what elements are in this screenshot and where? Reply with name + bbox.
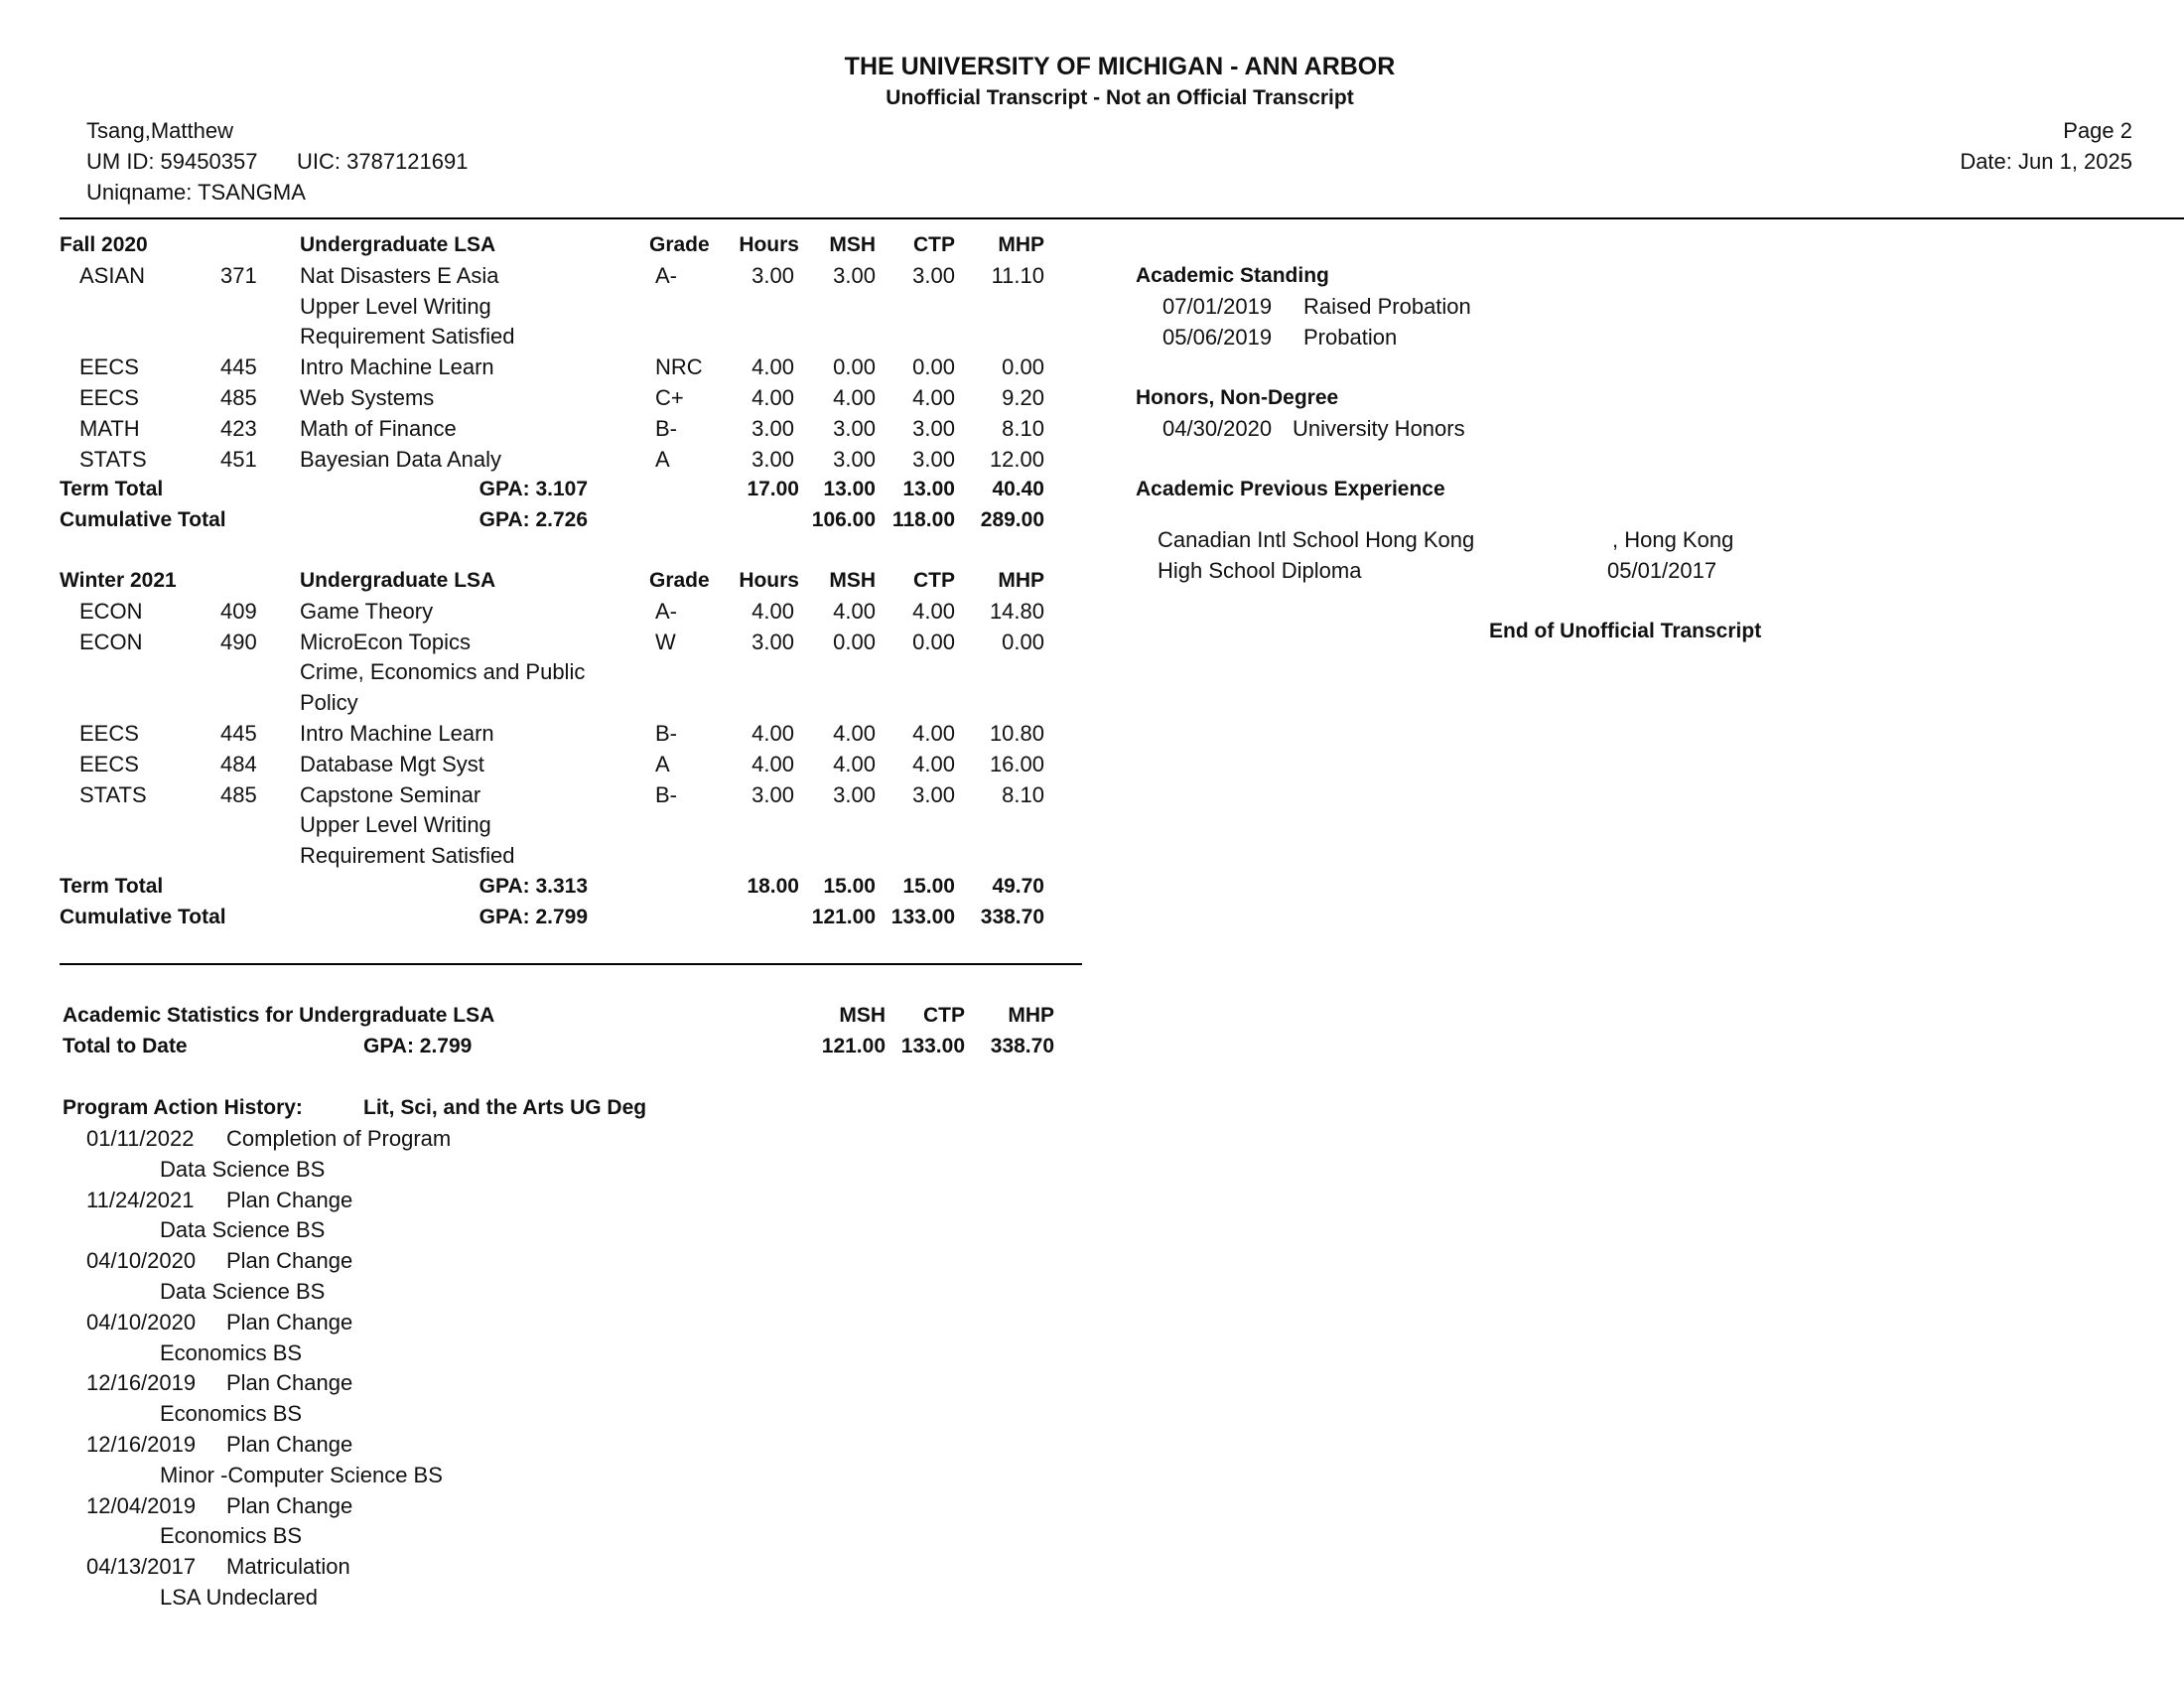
history-action: Plan Change (226, 1310, 353, 1335)
term-total-hours: 18.00 (747, 875, 799, 898)
statistics-mhp: 338.70 (990, 1035, 1054, 1057)
history-action: Plan Change (226, 1432, 353, 1457)
course-mhp: 10.80 (989, 721, 1044, 746)
course-ctp: 3.00 (912, 416, 955, 441)
course-ctp: 4.00 (912, 752, 955, 776)
term-name: Winter 2021 (60, 569, 177, 592)
course-note: Crime, Economics and Public (300, 659, 586, 684)
course-grade: A- (655, 263, 677, 288)
university-title: THE UNIVERSITY OF MICHIGAN - ANN ARBOR (844, 53, 1396, 80)
course-mhp: 0.00 (1002, 354, 1044, 379)
program-history-label: Program Action History: (63, 1096, 303, 1119)
course-ctp: 4.00 (912, 721, 955, 746)
course-ctp: 3.00 (912, 263, 955, 288)
course-hours: 3.00 (751, 416, 794, 441)
course-number: 445 (220, 354, 257, 379)
term-total-mhp: 40.40 (992, 478, 1044, 500)
course-mhp: 8.10 (1002, 416, 1044, 441)
standing-status: Probation (1303, 325, 1398, 350)
column-header-hours: Hours (739, 569, 799, 592)
history-date: 04/10/2020 (86, 1248, 197, 1273)
course-title: Database Mgt Syst (300, 752, 484, 776)
history-date: 04/10/2020 (86, 1310, 197, 1335)
course-msh: 4.00 (833, 385, 876, 410)
course-number: 485 (220, 385, 257, 410)
uniqname: Uniqname: TSANGMA (86, 180, 306, 205)
course-ctp: 4.00 (912, 385, 955, 410)
term-total-ctp: 13.00 (902, 478, 955, 500)
course-grade: C+ (655, 385, 684, 410)
course-grade: B- (655, 721, 677, 746)
history-date: 11/24/2021 (86, 1188, 195, 1212)
history-plan: Data Science BS (160, 1279, 326, 1304)
course-ctp: 0.00 (912, 630, 955, 654)
course-subject: ECON (79, 599, 143, 624)
history-plan: Economics BS (160, 1523, 303, 1548)
course-hours: 3.00 (751, 263, 794, 288)
cumulative-total-ctp: 133.00 (890, 906, 955, 928)
statistics-ctp: 133.00 (900, 1035, 965, 1057)
course-hours: 3.00 (751, 782, 794, 807)
honor-name: University Honors (1293, 416, 1465, 441)
course-msh: 3.00 (833, 263, 876, 288)
previous-credential: High School Diploma (1158, 558, 1362, 583)
cumulative-total-label: Cumulative Total (60, 508, 226, 531)
course-mhp: 0.00 (1002, 630, 1044, 654)
course-title: Math of Finance (300, 416, 457, 441)
statistics-header-msh: MSH (839, 1004, 886, 1027)
course-title: Intro Machine Learn (300, 721, 494, 746)
course-subject: EECS (79, 354, 139, 379)
course-msh: 4.00 (833, 752, 876, 776)
course-subject: EECS (79, 721, 139, 746)
course-mhp: 9.20 (1002, 385, 1044, 410)
history-date: 12/16/2019 (86, 1370, 197, 1395)
course-ctp: 3.00 (912, 782, 955, 807)
course-note: Requirement Satisfied (300, 843, 515, 868)
honor-date: 04/30/2020 (1162, 416, 1273, 441)
history-action: Plan Change (226, 1370, 353, 1395)
statistics-header-mhp: MHP (1008, 1004, 1054, 1027)
column-header-msh: MSH (829, 233, 876, 256)
standing-status: Raised Probation (1303, 294, 1471, 319)
end-of-transcript: End of Unofficial Transcript (1489, 620, 1762, 642)
course-number: 445 (220, 721, 257, 746)
course-subject: ECON (79, 630, 143, 654)
course-hours: 4.00 (751, 721, 794, 746)
course-note: Upper Level Writing (300, 294, 491, 319)
course-hours: 3.00 (751, 447, 794, 472)
column-header-hours: Hours (739, 233, 799, 256)
history-date: 12/16/2019 (86, 1432, 197, 1457)
program-history-program: Lit, Sci, and the Arts UG Deg (363, 1096, 647, 1119)
statistics-total-label: Total to Date (63, 1035, 188, 1057)
course-hours: 4.00 (751, 385, 794, 410)
course-msh: 0.00 (833, 630, 876, 654)
term-total-msh: 13.00 (823, 478, 876, 500)
term-total-label: Term Total (60, 478, 164, 500)
history-action: Matriculation (226, 1554, 350, 1579)
term-total-mhp: 49.70 (992, 875, 1044, 898)
course-ctp: 4.00 (912, 599, 955, 624)
statistics-divider (60, 963, 1082, 965)
course-number: 485 (220, 782, 257, 807)
course-number: 371 (220, 263, 257, 288)
statistics-title: Academic Statistics for Undergraduate LSA (63, 1004, 495, 1027)
course-grade: W (655, 630, 676, 654)
history-plan: Data Science BS (160, 1157, 326, 1182)
course-msh: 3.00 (833, 416, 876, 441)
course-title: Web Systems (300, 385, 435, 410)
term-total-gpa: GPA: 3.313 (478, 875, 588, 898)
course-grade: NRC (655, 354, 703, 379)
course-title: MicroEcon Topics (300, 630, 471, 654)
term-career: Undergraduate LSA (300, 569, 496, 592)
column-header-ctp: CTP (913, 569, 955, 592)
cumulative-total-mhp: 338.70 (980, 906, 1044, 928)
column-header-mhp: MHP (998, 233, 1044, 256)
course-title: Game Theory (300, 599, 434, 624)
standing-date: 05/06/2019 (1162, 325, 1273, 350)
um-id: UM ID: 59450357 (86, 149, 258, 174)
course-msh: 3.00 (833, 447, 876, 472)
course-msh: 4.00 (833, 599, 876, 624)
course-title: Bayesian Data Analy (300, 447, 502, 472)
course-subject: EECS (79, 385, 139, 410)
course-hours: 4.00 (751, 599, 794, 624)
course-mhp: 8.10 (1002, 782, 1044, 807)
term-total-hours: 17.00 (747, 478, 799, 500)
cumulative-total-gpa: GPA: 2.726 (478, 508, 588, 531)
history-date: 04/13/2017 (86, 1554, 197, 1579)
academic-standing-title: Academic Standing (1136, 264, 1329, 287)
course-ctp: 0.00 (912, 354, 955, 379)
course-mhp: 11.10 (991, 263, 1044, 288)
course-note: Policy (300, 690, 358, 715)
course-hours: 4.00 (751, 752, 794, 776)
course-number: 423 (220, 416, 257, 441)
history-action: Completion of Program (226, 1126, 452, 1151)
honors-title: Honors, Non-Degree (1136, 386, 1339, 409)
column-header-msh: MSH (829, 569, 876, 592)
previous-experience-title: Academic Previous Experience (1136, 478, 1445, 500)
statistics-gpa: GPA: 2.799 (363, 1035, 473, 1057)
course-mhp: 16.00 (989, 752, 1044, 776)
course-msh: 3.00 (833, 782, 876, 807)
term-total-msh: 15.00 (823, 875, 876, 898)
history-plan: Data Science BS (160, 1217, 326, 1242)
header-divider (60, 217, 2184, 219)
previous-school: Canadian Intl School Hong Kong (1158, 527, 1475, 552)
cumulative-total-msh: 106.00 (811, 508, 876, 531)
student-name: Tsang,Matthew (86, 118, 233, 143)
course-mhp: 12.00 (989, 447, 1044, 472)
page-number: Page 2 (2063, 118, 2132, 143)
cumulative-total-mhp: 289.00 (980, 508, 1044, 531)
course-msh: 4.00 (833, 721, 876, 746)
statistics-header-ctp: CTP (923, 1004, 965, 1027)
history-action: Plan Change (226, 1188, 353, 1212)
statistics-msh: 121.00 (821, 1035, 886, 1057)
course-subject: STATS (79, 447, 147, 472)
course-mhp: 14.80 (989, 599, 1044, 624)
course-hours: 4.00 (751, 354, 794, 379)
term-total-gpa: GPA: 3.107 (478, 478, 588, 500)
column-header-mhp: MHP (998, 569, 1044, 592)
course-note: Upper Level Writing (300, 812, 491, 837)
course-number: 451 (220, 447, 257, 472)
uic: UIC: 3787121691 (297, 149, 469, 174)
course-number: 490 (220, 630, 257, 654)
history-action: Plan Change (226, 1248, 353, 1273)
cumulative-total-gpa: GPA: 2.799 (478, 906, 588, 928)
course-ctp: 3.00 (912, 447, 955, 472)
term-name: Fall 2020 (60, 233, 148, 256)
history-date: 12/04/2019 (86, 1493, 197, 1518)
cumulative-total-label: Cumulative Total (60, 906, 226, 928)
standing-date: 07/01/2019 (1162, 294, 1273, 319)
course-subject: STATS (79, 782, 147, 807)
course-hours: 3.00 (751, 630, 794, 654)
course-grade: A- (655, 599, 677, 624)
history-plan: LSA Undeclared (160, 1585, 318, 1610)
course-grade: B- (655, 416, 677, 441)
course-number: 409 (220, 599, 257, 624)
course-title: Nat Disasters E Asia (300, 263, 499, 288)
course-subject: MATH (79, 416, 140, 441)
course-title: Intro Machine Learn (300, 354, 494, 379)
history-plan: Economics BS (160, 1401, 303, 1426)
term-total-label: Term Total (60, 875, 164, 898)
course-grade: A (655, 752, 670, 776)
previous-credential-date: 05/01/2017 (1607, 558, 1717, 583)
history-date: 01/11/2022 (86, 1126, 195, 1151)
column-header-ctp: CTP (913, 233, 955, 256)
course-note: Requirement Satisfied (300, 324, 515, 349)
course-number: 484 (220, 752, 257, 776)
course-subject: ASIAN (79, 263, 146, 288)
previous-school-location: , Hong Kong (1612, 527, 1734, 552)
cumulative-total-msh: 121.00 (811, 906, 876, 928)
history-plan: Minor -Computer Science BS (160, 1463, 443, 1487)
column-header-grade: Grade (649, 569, 710, 592)
course-msh: 0.00 (833, 354, 876, 379)
term-total-ctp: 15.00 (902, 875, 955, 898)
course-title: Capstone Seminar (300, 782, 481, 807)
history-plan: Economics BS (160, 1340, 303, 1365)
course-grade: A (655, 447, 670, 472)
transcript-subtitle: Unofficial Transcript - Not an Official Transcript (886, 86, 1354, 109)
course-subject: EECS (79, 752, 139, 776)
course-grade: B- (655, 782, 677, 807)
cumulative-total-ctp: 118.00 (891, 508, 955, 531)
report-date: Date: Jun 1, 2025 (1960, 149, 2132, 174)
column-header-grade: Grade (649, 233, 710, 256)
history-action: Plan Change (226, 1493, 353, 1518)
term-career: Undergraduate LSA (300, 233, 496, 256)
